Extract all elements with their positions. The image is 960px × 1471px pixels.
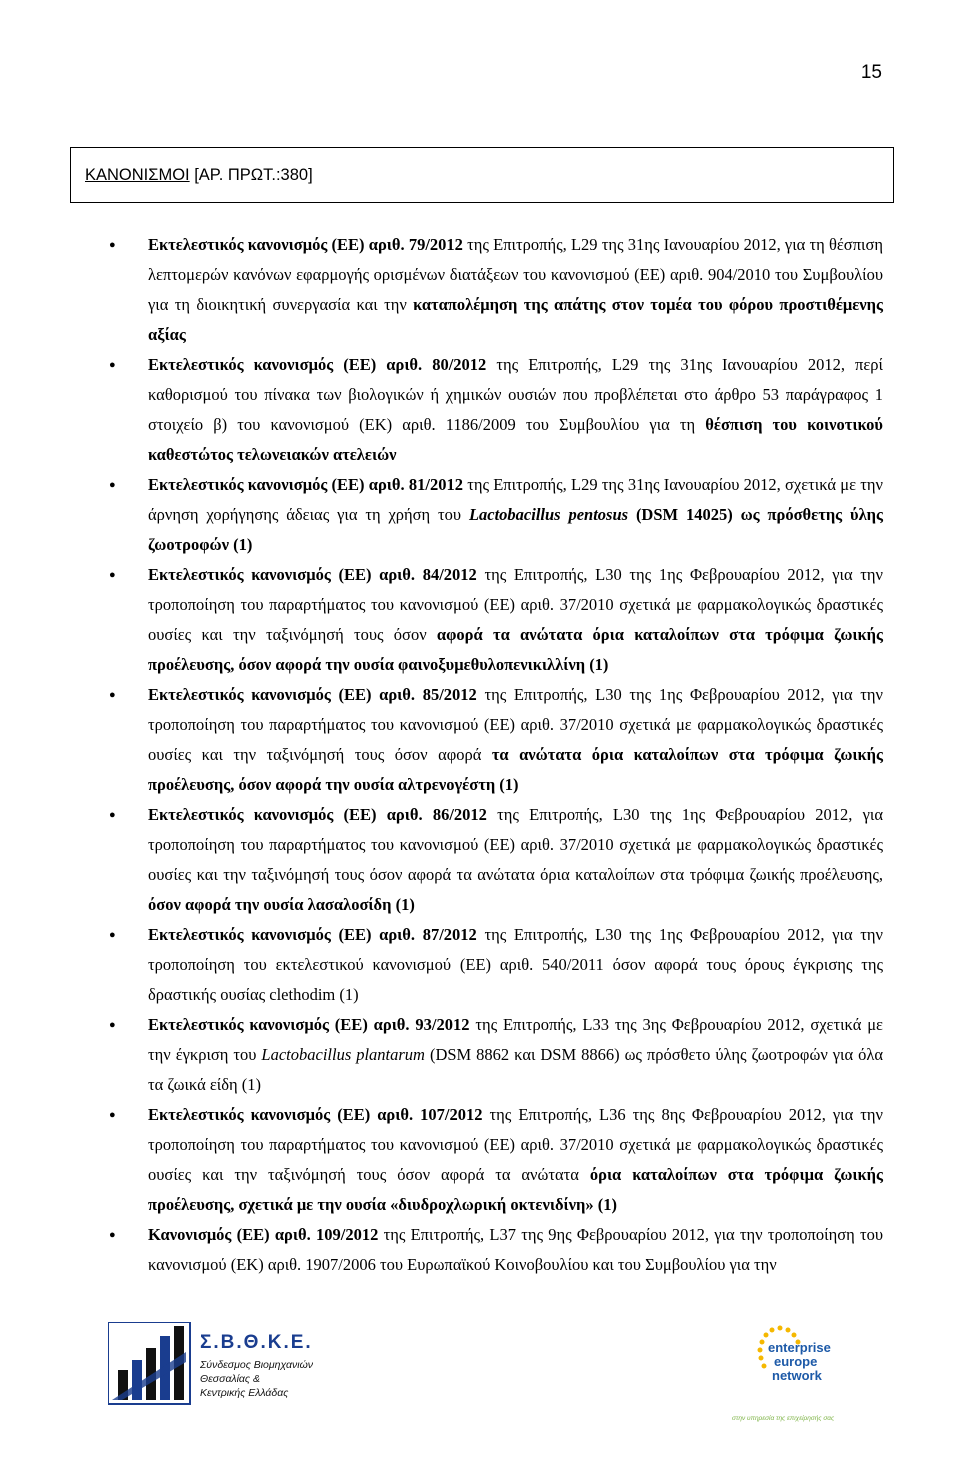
list-item (0, 680, 883, 800)
item-text: της Επιτροπής, L30 της 1ης Φεβρουαρίου 2012, για την τροποποίηση του εκτελεστικού κανονισμού (ΕΕ) αριθ. 540/2011 όσον αφορά τους όρους έγκρισης της δραστικής ουσίας clethodim (1) (148, 925, 883, 1004)
item-text: της Επιτροπής, L36 της 8ης Φεβρουαρίου 2012, για την τροποποίηση του παραρτήματος του κανονισμού (ΕΕ) αριθ. 37/2010 σχετικά με φαρμακολογικώς δραστικές ουσίες και την ταξινόμησή τους όσον αφορά τα ανώτατα (148, 1105, 884, 1184)
item-text: της Επιτροπής, L33 της 3ης Φεβρουαρίου 2012, σχετικά με την έγκριση του (148, 1015, 883, 1064)
section-title: ΚΑΝΟΝΙΣΜΟΙ (85, 165, 190, 184)
item-subject: καταπολέμηση της απάτης στον τομέα του φόρου προστιθέμενης αξίας (148, 295, 883, 344)
item-text: της Επιτροπής, L30 της 1ης Φεβρουαρίου 2012, για τροποποίηση του παραρτήματος του κανονισμού (ΕΕ) αριθ. 37/2010 σχετικά με φαρμακολογικώς δραστικές ουσίες και την ταξινόμησή τους όσον αφορά τα ανώτατα όρια καταλοίπων στα τρόφιμα ζωικής προέλευσης, (148, 805, 884, 884)
item-text: της Επιτροπής, L29 της 31ης Ιανουαρίου 2012, για τη θέσπιση λεπτομερών κανόνων εφαρμογής ορισμένων διατάξεων του κανονισμού (ΕΕ) αριθ. 904/2010 του Συμβουλίου για τη διοικητική συνεργασία και την (148, 235, 883, 314)
logo-line-3: Κεντρικής Ελλάδας (200, 1387, 289, 1399)
regulations-list (0, 230, 960, 1280)
list-item (0, 470, 883, 560)
een-word-2: europe (774, 1354, 818, 1369)
list-item (0, 1010, 883, 1100)
page-number: 15 (860, 62, 882, 83)
item-reg-number: Εκτελεστικός κανονισμός (ΕΕ) αριθ. 80/2012 (148, 355, 487, 374)
item-text: της Επιτροπής, L37 της 9ης Φεβρουαρίου 2012, για την τροποποίηση του κανονισμού (ΕΚ) αριθ. 1907/2006 του Ευρωπαϊκού Κοινοβουλίου και του Συμβουλίου για την (148, 1225, 884, 1274)
item-text-tail: (DSM 8862 και DSM 8866) ως πρόσθετο ύλης ζωοτροφών για όλα τα ζωικά είδη (1) (148, 1045, 883, 1094)
item-subject: αφορά τα ανώτατα όρια καταλοίπων στα τρόφιμα ζωικής προέλευσης, όσον αφορά την ουσία φαινοξυμεθυλοπενικιλλίνη (1) (148, 625, 883, 674)
section-header (70, 147, 894, 203)
item-reg-number: Εκτελεστικός κανονισμός (ΕΕ) αριθ. 84/2012 (148, 565, 477, 584)
item-reg-number: Εκτελεστικός κανονισμός (ΕΕ) αριθ. 86/2012 (148, 805, 487, 824)
item-reg-number: Εκτελεστικός κανονισμός (ΕΕ) αριθ. 87/2012 (148, 925, 477, 944)
logo-line-2: Θεσσαλίας & (200, 1373, 260, 1385)
item-reg-number: Εκτελεστικός κανονισμός (ΕΕ) αριθ. 85/2012 (148, 685, 477, 704)
item-reg-number: Εκτελεστικός κανονισμός (ΕΕ) αριθ. 79/2012 (148, 235, 463, 254)
item-reg-number: Εκτελεστικός κανονισμός (ΕΕ) αριθ. 107/2012 (148, 1105, 483, 1124)
item-text: της Επιτροπής, L30 της 1ης Φεβρουαρίου 2012, για την τροποποίηση του παραρτήματος του κανονισμού (ΕΕ) αριθ. 37/2010 σχετικά με φαρμακολογικώς δραστικές ουσίες και την ταξινόμησή τους όσον (148, 565, 883, 644)
een-tagline: στην υπηρεσία της επιχείρησής σας (732, 1415, 835, 1422)
list-item (0, 350, 883, 470)
item-species: Lactobacillus pentosus (468, 505, 629, 524)
item-subject: θέσπιση του κοινοτικού καθεστώτος τελωνειακών ατελειών (148, 415, 883, 464)
item-subject: τα ανώτατα όρια καταλοίπων στα τρόφιμα ζωικής προέλευσης, όσον αφορά την ουσία αλτρενογέστη (1) (148, 745, 884, 794)
list-item (0, 920, 883, 1010)
list-item (0, 1100, 883, 1220)
een-word-3: network (772, 1368, 822, 1383)
list-item (0, 800, 883, 920)
item-text: της Επιτροπής, L29 της 31ης Ιανουαρίου 2012, σχετικά με την άρνηση χορήγησης άδειας για τη χρήση του (148, 475, 883, 524)
list-item (0, 560, 883, 680)
item-reg-number: Εκτελεστικός κανονισμός (ΕΕ) αριθ. 81/2012 (148, 475, 463, 494)
logo-acronym: Σ.Β.Θ.Κ.Ε. (200, 1332, 313, 1353)
list-item (0, 230, 883, 350)
section-ref: [ΑΡ. ΠΡΩΤ.:380] (189, 165, 313, 184)
sbthke-logo (108, 1322, 323, 1412)
list-item (0, 1220, 883, 1280)
een-logo (730, 1318, 840, 1428)
een-word-1: enterprise (768, 1340, 831, 1355)
factory-logo-icon (108, 1322, 323, 1412)
item-reg-number: Εκτελεστικός κανονισμός (ΕΕ) αριθ. 93/2012 (148, 1015, 470, 1034)
item-subject: (DSM 14025) ως πρόσθετης ύλης ζωοτροφών (1) (148, 505, 884, 554)
item-subject: όσον αφορά την ουσία λασαλοσίδη (1) (148, 895, 415, 914)
logo-line-1: Σύνδεσμος Βιομηχανιών (200, 1359, 314, 1371)
item-text: της Επιτροπής, L30 της 1ης Φεβρουαρίου 2012, για την τροποποίηση του παραρτήματος του κανονισμού (ΕΕ) αριθ. 37/2010 σχετικά με φαρμακολογικώς δραστικές ουσίες και την ταξινόμησή τους όσον αφορά (148, 685, 883, 764)
enterprise-europe-network-icon (730, 1318, 840, 1428)
item-subject: όρια καταλοίπων στα τρόφιμα ζωικής προέλευσης, σχετικά με την ουσία «διυδροχλωρική οκτενιδίνη» (1) (148, 1165, 883, 1214)
item-text: της Επιτροπής, L29 της 31ης Ιανουαρίου 2012, περί καθορισμού του πίνακα των βιολογικών ή χημικών ουσιών που προβλέπεται στο άρθρο 53 παράγραφος 1 στοιχείο β) του κανονισμού (ΕΚ) αριθ. 1186/2009 του Συμβουλίου για τη (148, 355, 883, 434)
item-species: Lactobacillus plantarum (261, 1045, 425, 1064)
item-reg-number: Κανονισμός (ΕΕ) αριθ. 109/2012 (148, 1225, 379, 1244)
